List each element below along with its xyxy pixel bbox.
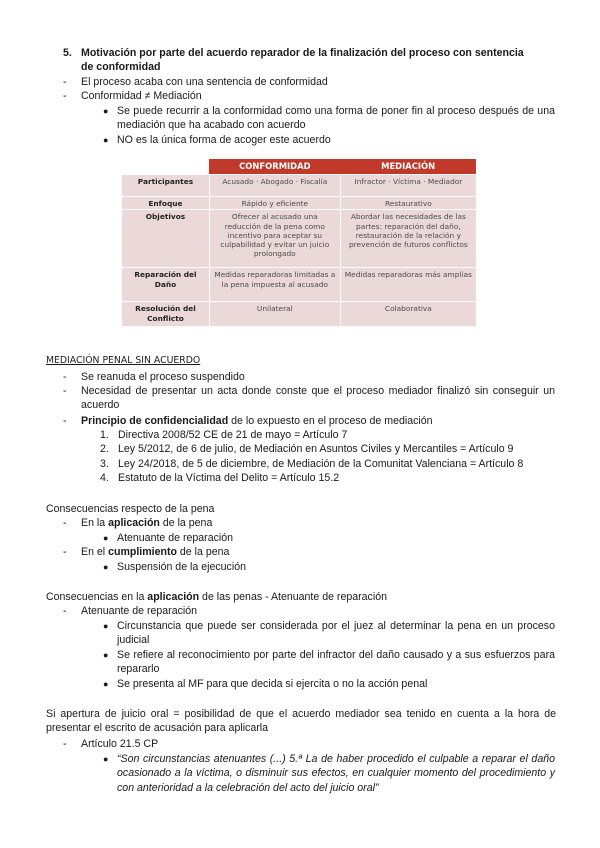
- bullet-icon: ●: [103, 650, 109, 660]
- item-conformidad-vs-mediacion: Conformidad ≠ Mediación: [81, 90, 202, 102]
- table-row: [122, 268, 477, 302]
- dash-marker: -: [63, 90, 67, 102]
- bullet-icon: ●: [103, 562, 109, 572]
- dash-marker: -: [63, 546, 67, 558]
- cell-mediacion: Restaurativo: [340, 197, 476, 210]
- list-item: 4. Estatuto de la Víctima del Delito = Artículo 15.2: [100, 471, 340, 484]
- confidencialidad-bold: Principio de confidencialidad: [81, 415, 229, 427]
- item-circunstancia: Circunstancia que puede ser considerada por el juez al determinar la pena en un proceso judicial: [117, 620, 555, 647]
- item-confidencialidad: [81, 414, 433, 428]
- section-heading: [81, 46, 556, 75]
- cell-mediacion: Infractor · Víctima · Mediador: [340, 175, 476, 197]
- row-label: Objetivos: [122, 210, 210, 268]
- table-header-conformidad: CONFORMIDAD: [209, 159, 340, 175]
- legal-list: [100, 428, 523, 485]
- item-aplicacion: En la aplicación de la pena: [81, 517, 213, 529]
- item-atenuante: Atenuante de reparación: [117, 532, 234, 544]
- section-title-consecuencias-aplicacion: Consecuencias en la aplicación de las penas - Atenuante de reparación: [46, 591, 387, 603]
- table-row: [122, 302, 477, 326]
- cell-conformidad: Unilateral: [209, 302, 340, 326]
- item-recurrir-conformidad: Se puede recurrir a la conformidad como una forma de poner fin al proceso después de una mediación que ha acabado con acuerdo: [117, 105, 555, 132]
- list-item: 3. Ley 24/2018, de 5 de diciembre, de Mediación de la Comunitat Valenciana = Artículo 8: [100, 457, 524, 470]
- cell-conformidad: Rápido y eficiente: [209, 197, 340, 210]
- bullet-icon: ●: [103, 533, 109, 543]
- quote-articulo: “Son circunstancias atenuantes (...) 5.ª La de haber procedido el culpable a reparar el daño ocasionado a la víctima, o disminuir sus efectos, en cualquier momento del procedimiento y con anterioridad a la celebración del acto del juicio oral”: [117, 753, 555, 794]
- item-atenuante-reparacion: Atenuante de reparación: [81, 605, 198, 617]
- list-item: 2. Ley 5/2012, de 6 de julio, de Mediación en Asuntos Civiles y Mercantiles = Artículo 9: [100, 443, 514, 456]
- row-label: Resolución del Conflicto: [122, 302, 210, 326]
- cell-conformidad: Acusado · Abogado · Fiscalía: [209, 175, 340, 197]
- item-suspension: Suspensión de la ejecución: [117, 561, 246, 573]
- row-label: Enfoque: [122, 197, 210, 210]
- row-label: Participantes: [122, 175, 210, 197]
- item-reanuda: Se reanuda el proceso suspendido: [81, 371, 245, 383]
- list-item: 1. Directiva 2008/52 CE de 21 de mayo = Artículo 7: [100, 429, 348, 441]
- heading-number: 5.: [63, 47, 72, 59]
- table-row: [122, 175, 477, 197]
- item-presenta-mf: Se presenta al MF para que decida si ejercita o no la acción penal: [117, 678, 428, 690]
- table-row: [122, 210, 477, 268]
- table-header-blank: [122, 159, 210, 175]
- confidencialidad-rest: de lo expuesto en el proceso de mediación: [228, 415, 433, 427]
- item-conformidad-sentencia: El proceso acaba con una sentencia de conformidad: [81, 76, 328, 88]
- dash-marker: -: [63, 517, 67, 529]
- dash-marker: -: [63, 605, 67, 617]
- section-title-sin-acuerdo: MEDIACIÓN PENAL SIN ACUERDO: [46, 355, 201, 366]
- table-header-mediacion: MEDIACIÓN: [340, 159, 476, 175]
- dash-marker: -: [63, 76, 67, 88]
- cell-mediacion: Abordar las necesidades de las partes: reparación del daño, restauración de la relación y prevención de futuros conflictos: [340, 210, 476, 268]
- item-acta: Necesidad de presentar un acta donde conste que el proceso mediador finalizó sin conseguir un acuerdo: [81, 385, 555, 412]
- dash-marker: -: [63, 738, 67, 750]
- bullet-icon: ●: [103, 754, 109, 764]
- item-reconocimiento: Se refiere al reconocimiento por parte del infractor del daño causado y a sus esfuerzos para repararlo: [117, 649, 555, 676]
- section-title-consecuencias-pena: Consecuencias respecto de la pena: [46, 503, 215, 515]
- section-heading-line2: de conformidad: [81, 61, 161, 74]
- bullet-icon: ●: [103, 679, 109, 689]
- item-articulo: Artículo 21.5 CP: [81, 738, 159, 750]
- table-row: [122, 197, 477, 210]
- cell-mediacion: Medidas reparadoras más amplias: [340, 268, 476, 302]
- bullet-icon: ●: [103, 106, 109, 116]
- section-heading-line1: Motivación por parte del acuerdo reparador de la finalización del proceso con sentencia: [81, 47, 524, 59]
- item-cumplimiento: En el cumplimiento de la pena: [81, 546, 230, 558]
- dash-marker: -: [63, 415, 67, 427]
- cell-conformidad: Ofrecer al acusado una reducción de la pena como incentivo para aceptar su culpabilidad y evitar un juicio prolongado: [209, 210, 340, 268]
- paragraph-juicio-oral: Si apertura de juicio oral = posibilidad de que el acuerdo mediador sea tenido en cuenta a la hora de presentar el escrito de acusación para aplicarla: [46, 708, 556, 735]
- dash-marker: -: [63, 371, 67, 383]
- item-no-unica-forma: NO es la única forma de acoger este acuerdo: [117, 134, 331, 146]
- bullet-icon: ●: [103, 621, 109, 631]
- comparison-table: [121, 159, 476, 326]
- dash-marker: -: [63, 385, 67, 397]
- table-header-row: [122, 159, 477, 175]
- cell-conformidad: Medidas reparadoras limitadas a la pena impuesta al acusado: [209, 268, 340, 302]
- bullet-icon: ●: [103, 135, 109, 145]
- row-label: Reparación del Daño: [122, 268, 210, 302]
- cell-mediacion: Colaborativa: [340, 302, 476, 326]
